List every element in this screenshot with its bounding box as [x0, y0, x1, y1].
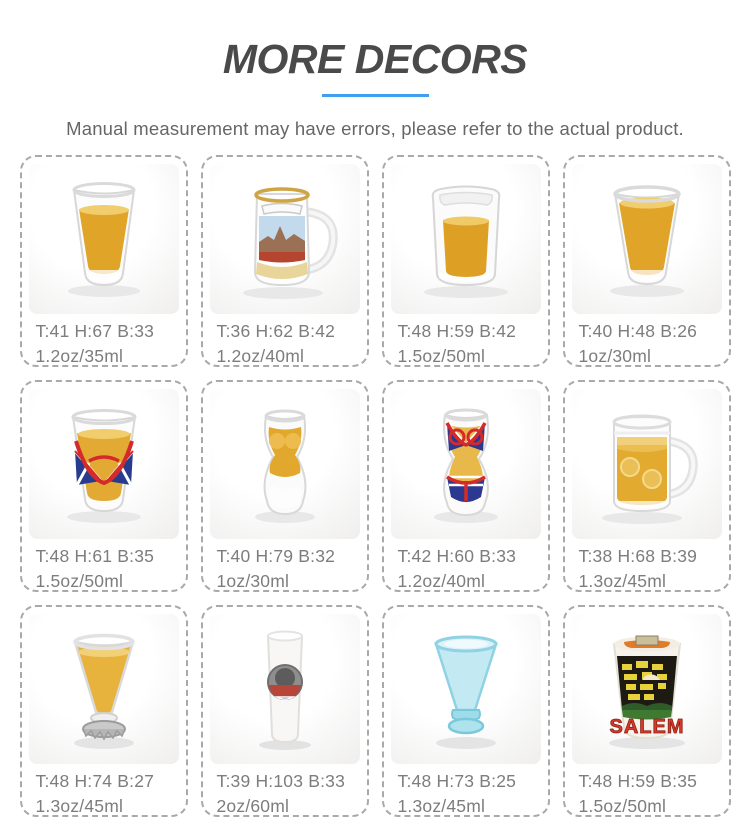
product-specs: [36, 544, 179, 594]
product-dimensions: T:39 H:103 B:33: [216, 771, 345, 791]
product-specs: [579, 319, 722, 369]
product-dimensions: T:41 H:67 B:33: [35, 321, 155, 341]
product-card-1: [20, 155, 188, 367]
product-dimensions: T:36 H:62 B:42: [216, 321, 336, 341]
image-tall-frosted-shooter: [210, 614, 360, 764]
product-capacity: 1.2oz/40ml: [216, 345, 305, 366]
product-card-8: [563, 380, 731, 592]
salem-text: SALEM: [609, 716, 684, 738]
product-capacity: 1.5oz/50ml: [578, 795, 667, 816]
product-capacity: 1.5oz/50ml: [397, 345, 486, 366]
product-capacity: 1.3oz/45ml: [397, 795, 486, 816]
product-specs: [579, 769, 722, 819]
image-mini-beer-mug-decal: [210, 164, 360, 314]
salem-glass-icon: [572, 614, 722, 764]
product-dimensions: T:38 H:68 B:39: [578, 546, 698, 566]
product-card-9: [20, 605, 188, 817]
tall-shooter-badge-icon: [210, 614, 360, 764]
title-underline: [322, 94, 429, 97]
product-specs: [579, 544, 722, 594]
cone-glass-cap-icon: [29, 614, 179, 764]
product-dimensions: T:48 H:59 B:35: [578, 771, 698, 791]
image-union-jack-bikini-glass: [29, 389, 179, 539]
product-specs: [398, 544, 541, 594]
product-capacity: 1.3oz/45ml: [35, 795, 124, 816]
product-card-2: [201, 155, 369, 367]
product-dimensions: T:40 H:48 B:26: [578, 321, 698, 341]
product-grid: [0, 155, 750, 817]
product-dimensions: T:42 H:60 B:33: [397, 546, 517, 566]
image-dimpled-beer-mug: [572, 389, 722, 539]
product-specs: [36, 769, 179, 819]
product-capacity: 2oz/60ml: [216, 795, 290, 816]
product-capacity: 1.2oz/35ml: [35, 345, 124, 366]
product-capacity: 1.2oz/40ml: [397, 570, 486, 591]
product-card-4: [563, 155, 731, 367]
product-dimensions: T:48 H:59 B:42: [397, 321, 517, 341]
torso-glass-icon: [210, 389, 360, 539]
product-card-6: [201, 380, 369, 592]
image-classic-shot-glass-amber: [29, 164, 179, 314]
torso-bikini-glass-icon: [391, 389, 541, 539]
square-glass-icon: [391, 164, 541, 314]
image-body-shaped-glass: [210, 389, 360, 539]
product-dimensions: T:48 H:61 B:35: [35, 546, 155, 566]
product-card-12: [563, 605, 731, 817]
product-dimensions: T:48 H:73 B:25: [397, 771, 517, 791]
product-capacity: 1.5oz/50ml: [35, 570, 124, 591]
product-specs: [398, 319, 541, 369]
image-cone-glass-cap-base: [29, 614, 179, 764]
product-specs: [217, 769, 360, 819]
beer-mug-icon: [210, 164, 360, 314]
product-card-5: [20, 380, 188, 592]
product-dimensions: T:40 H:79 B:32: [216, 546, 336, 566]
image-classic-shot-glass-full: [572, 164, 722, 314]
image-body-union-jack-glass: [391, 389, 541, 539]
product-card-11: [382, 605, 550, 817]
page-header: [0, 0, 750, 140]
product-dimensions: T:48 H:74 B:27: [35, 771, 155, 791]
shot-glass-icon: [29, 164, 179, 314]
product-capacity: 1.3oz/45ml: [578, 570, 667, 591]
product-card-10: [201, 605, 369, 817]
blue-cone-glass-icon: [391, 614, 541, 764]
bikini-shot-glass-icon: [29, 389, 179, 539]
product-specs: [217, 544, 360, 594]
product-card-3: [382, 155, 550, 367]
image-blue-cone-glass: [391, 614, 541, 764]
product-specs: [398, 769, 541, 819]
page-title: MORE DECORS: [222, 36, 528, 82]
disclaimer-text: Manual measurement may have errors, please refer to the actual product.: [66, 118, 684, 139]
product-specs: [36, 319, 179, 369]
product-capacity: 1oz/30ml: [216, 570, 290, 591]
dimpled-mug-icon: [572, 389, 722, 539]
image-salem-souvenir-glass: [572, 614, 722, 764]
shot-glass-full-icon: [572, 164, 722, 314]
product-capacity: 1oz/30ml: [578, 345, 652, 366]
product-card-7: [382, 380, 550, 592]
image-square-whiskey-glass: [391, 164, 541, 314]
product-specs: [217, 319, 360, 369]
